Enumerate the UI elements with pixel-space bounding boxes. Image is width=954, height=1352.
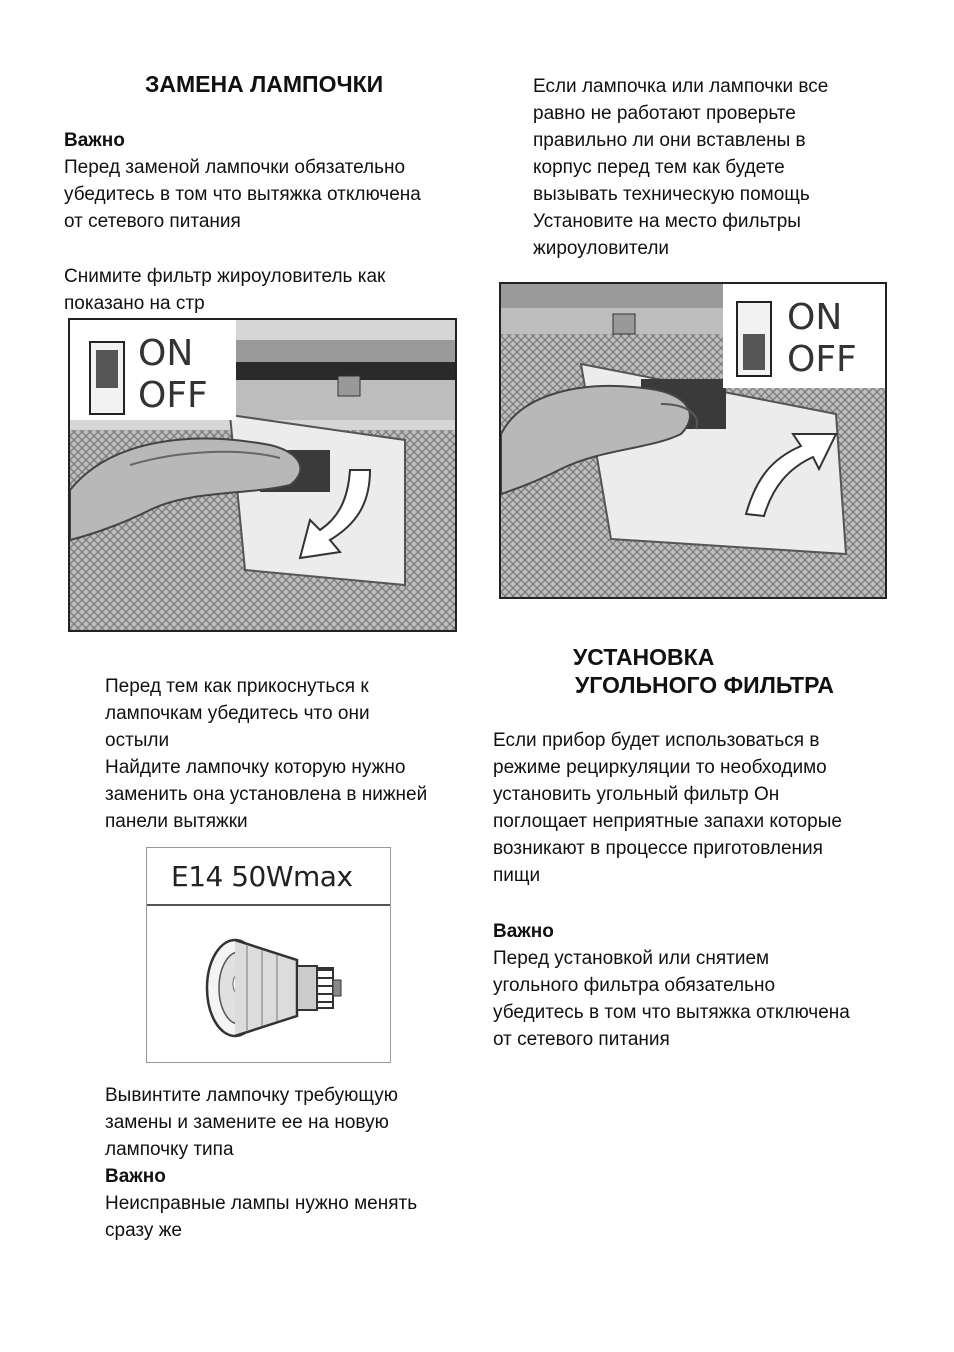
paragraph: Перед установкой или снятием угольного фильтра обязательно убедитесь в том что вытяжка отключена от сетевого питания bbox=[493, 948, 850, 1050]
filter-removal-illustration bbox=[68, 318, 457, 632]
section-title-charcoal-filter: УСТАНОВКА bbox=[573, 644, 715, 670]
paragraph: Вывинтите лампочку требующую замены и замените ее на новую лампочку типа bbox=[105, 1085, 398, 1160]
switch-on-label: ON bbox=[138, 333, 194, 374]
paragraph: Если прибор будет использоваться в режиме рециркуляции то необходимо установить угольный фильтр Он поглощает неприятные запахи которые возникают в процессе приготовления пищи bbox=[493, 730, 842, 886]
section-title-lamp-replacement: ЗАМЕНА ЛАМПОЧКИ bbox=[145, 71, 384, 97]
bulb-icon bbox=[147, 906, 390, 1064]
filter-removal-photo bbox=[70, 320, 455, 630]
important-label: Важно bbox=[64, 130, 125, 151]
important-label: Важно bbox=[105, 1166, 166, 1187]
important-label: Важно bbox=[493, 921, 554, 942]
paragraph: Если лампочка или лампочки все равно не работают проверьте правильно ли они вставлены в корпус перед тем как будете вызывать техническую помощь Установите на место фильтры жироуловители bbox=[533, 76, 829, 259]
switch-off-label: OFF bbox=[138, 375, 208, 416]
switch-on-label: ON bbox=[787, 297, 843, 338]
section-title-charcoal-filter-line2: УГОЛЬНОГО ФИЛЬТРА bbox=[575, 672, 835, 698]
lamp-type-illustration bbox=[146, 847, 391, 1063]
lamp-type-label: E14 50Wmax bbox=[147, 848, 390, 906]
paragraph: Снимите фильтр жироуловитель как показано на стр bbox=[64, 266, 386, 314]
paragraph: Перед заменой лампочки обязательно убедитесь в том что вытяжка отключена от сетевого питания bbox=[64, 157, 421, 232]
paragraph: Неисправные лампы нужно менять сразу же bbox=[105, 1193, 418, 1241]
filter-installation-illustration bbox=[499, 282, 887, 599]
paragraph: Перед тем как прикоснуться к лампочкам убедитесь что они остыли Найдите лампочку которую нужно заменить она установлена в нижней панели вытяжки bbox=[105, 676, 428, 832]
switch-off-label: OFF bbox=[787, 339, 857, 380]
